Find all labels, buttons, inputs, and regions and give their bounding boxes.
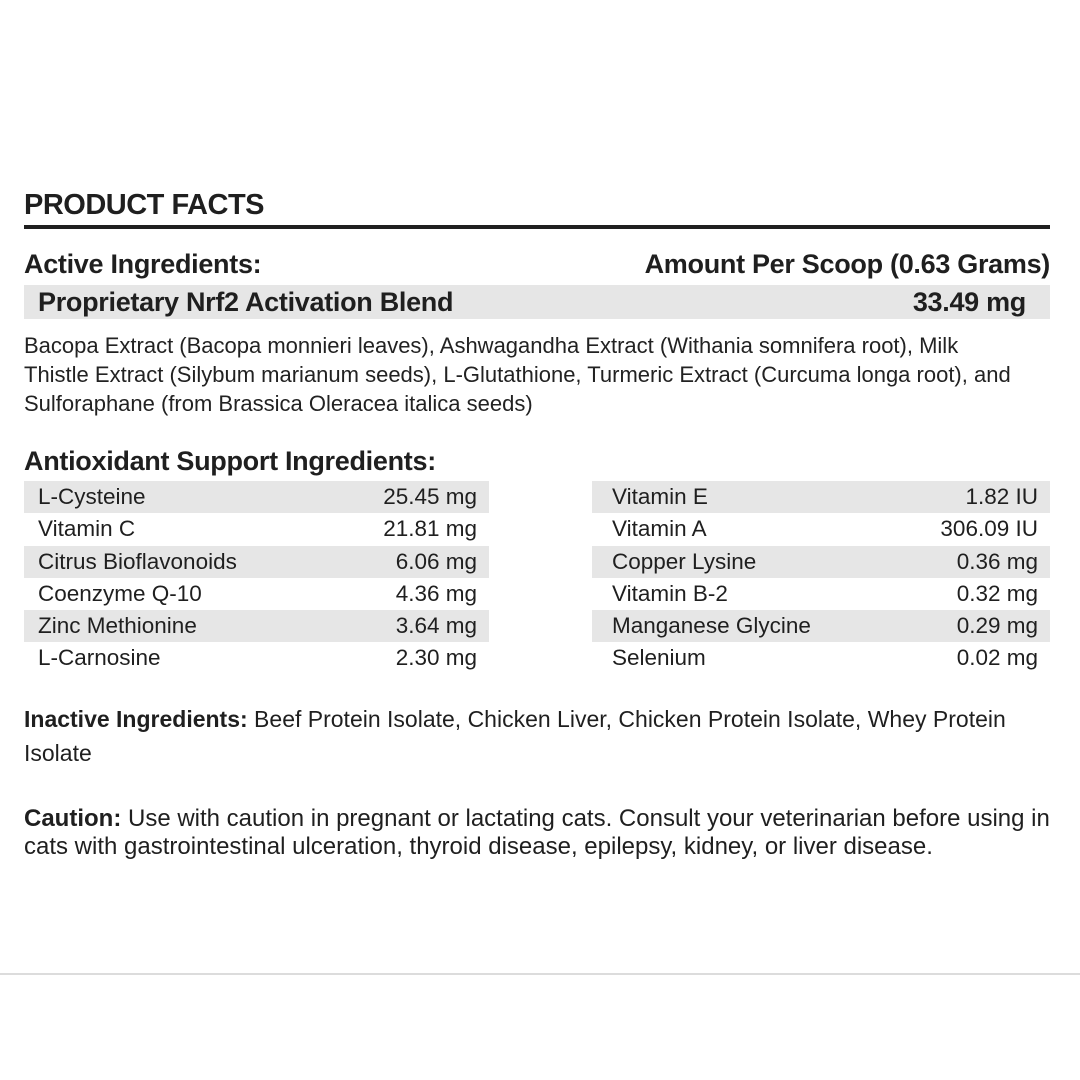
- ingredient-name: Vitamin B-2: [612, 580, 728, 606]
- ingredient-row: [24, 546, 489, 578]
- ingredient-amount: 4.36 mg: [395, 580, 477, 606]
- ingredient-row: [24, 610, 489, 642]
- ingredient-row: [592, 642, 1050, 674]
- ingredient-amount: 21.81 mg: [383, 516, 477, 542]
- amount-per-scoop-heading: Amount Per Scoop (0.63 Grams): [644, 249, 1050, 279]
- proprietary-blend-row: [24, 285, 1050, 319]
- ingredient-name: Manganese Glycine: [612, 613, 811, 639]
- blend-name: Proprietary Nrf2 Activation Blend: [38, 287, 454, 317]
- ingredient-amount: 25.45 mg: [383, 484, 477, 509]
- ingredient-name: Selenium: [612, 645, 706, 671]
- ingredient-name: L-Cysteine: [38, 484, 146, 509]
- ingredient-row: [592, 546, 1050, 578]
- ingredient-row: [592, 578, 1050, 610]
- product-facts-panel: [24, 188, 1050, 861]
- caution-statement: [24, 805, 1050, 861]
- ingredient-row: [24, 513, 489, 545]
- inactive-ingredients: [24, 702, 1050, 770]
- ingredient-name: Citrus Bioflavonoids: [38, 548, 237, 574]
- ingredient-name: Zinc Methionine: [38, 613, 197, 639]
- ingredient-amount: 0.36 mg: [956, 548, 1038, 574]
- ingredient-name: Vitamin C: [38, 516, 136, 542]
- blend-description: Bacopa Extract (Bacopa monnieri leaves), Ashwagandha Extract (Withania somnifera root), Milk Thistle Extract (Silybum marianum seeds), L-Glutathione, Turmeric Extract (Curcuma longa root), and Sulforaphane (from Brassica Oleracea italica seeds): [24, 333, 1011, 416]
- ingredient-amount: 6.06 mg: [395, 548, 477, 574]
- ingredient-name: Copper Lysine: [612, 548, 757, 574]
- ingredient-name: Vitamin E: [612, 484, 708, 509]
- caution-label: Caution:: [24, 804, 122, 832]
- ingredient-row: [24, 578, 489, 610]
- title-divider: [24, 225, 1050, 229]
- ingredient-amount: 3.64 mg: [395, 613, 477, 639]
- ingredient-amount: 306.09 IU: [940, 516, 1038, 542]
- ingredient-amount: 0.02 mg: [956, 645, 1038, 671]
- antioxidant-column-left: [24, 481, 489, 675]
- ingredient-amount: 1.82 IU: [965, 484, 1038, 509]
- inactive-ingredients-label: Inactive Ingredients:: [24, 705, 248, 732]
- panel-title: PRODUCT FACTS: [24, 189, 264, 221]
- ingredient-amount: 2.30 mg: [395, 645, 477, 671]
- ingredient-name: Coenzyme Q-10: [38, 580, 202, 606]
- ingredient-amount: 0.29 mg: [956, 613, 1038, 639]
- ingredient-name: L-Carnosine: [38, 645, 161, 671]
- ingredient-amount: 0.32 mg: [956, 580, 1038, 606]
- active-ingredients-header: [24, 248, 1050, 280]
- antioxidant-heading: Antioxidant Support Ingredients:: [24, 446, 436, 476]
- caution-text: Use with caution in pregnant or lactating cats. Consult your veterinarian before using in cats with gastrointestinal ulceration, thyroid disease, epilepsy, kidney, or liver disease.: [24, 804, 1050, 860]
- ingredient-row: [592, 610, 1050, 642]
- blend-amount: 33.49 mg: [912, 287, 1026, 317]
- ingredient-row: [592, 481, 1050, 513]
- antioxidant-column-right: [592, 481, 1050, 675]
- bottom-divider: [0, 973, 1080, 975]
- ingredient-row: [24, 481, 489, 513]
- ingredient-name: Vitamin A: [612, 516, 707, 542]
- antioxidant-table: [24, 481, 1050, 675]
- ingredient-row: [592, 513, 1050, 545]
- inactive-ingredients-text: Beef Protein Isolate, Chicken Liver, Chicken Protein Isolate, Whey Protein Isolate: [24, 705, 1006, 766]
- active-ingredients-heading: Active Ingredients:: [24, 249, 262, 279]
- ingredient-row: [24, 642, 489, 674]
